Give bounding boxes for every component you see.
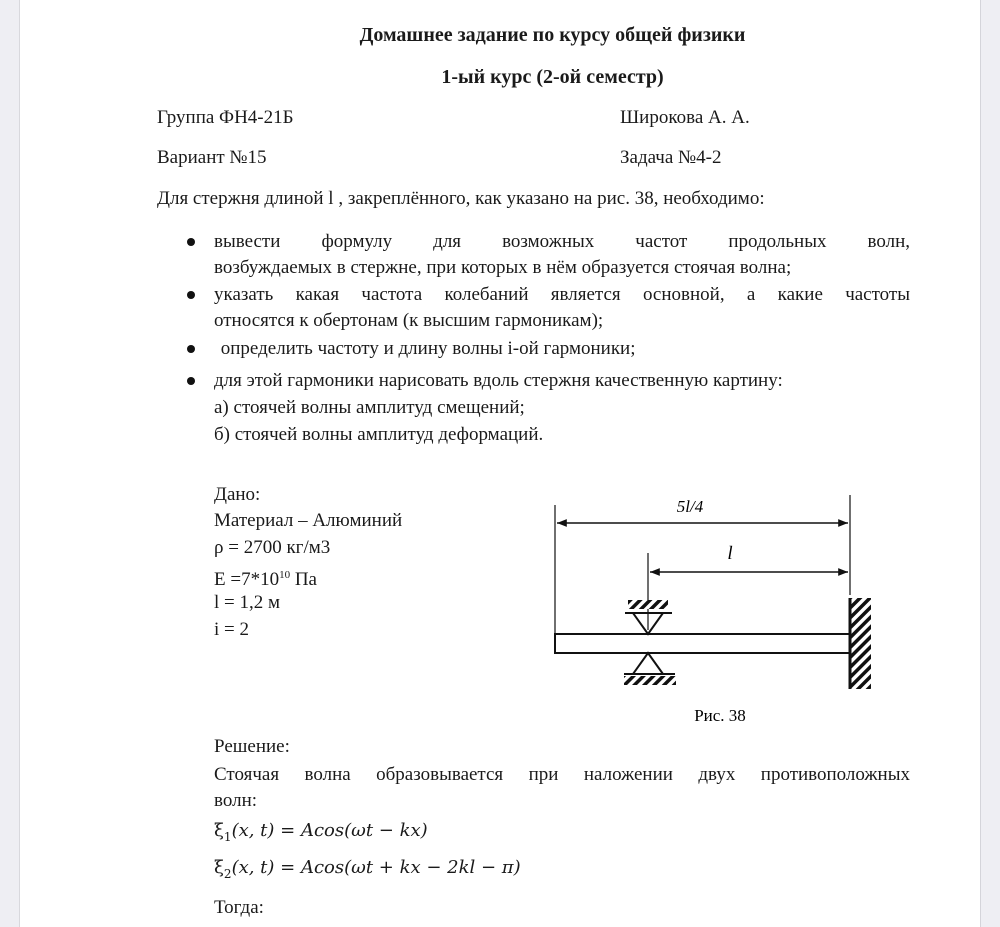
viewer-right-margin bbox=[980, 0, 1000, 927]
bullet-2-line-2: относятся к обертонам (к высшим гармоникам); bbox=[214, 310, 604, 331]
fixed-wall bbox=[850, 598, 871, 689]
viewer-left-margin bbox=[0, 0, 20, 927]
bullet-icon bbox=[187, 377, 195, 385]
bullet-1-line-1: вывести формулу для возможных частот продольных волн, bbox=[214, 231, 910, 252]
eq1-symbol: ξ bbox=[214, 820, 224, 841]
dimension-label-total: 5l/4 bbox=[676, 497, 704, 516]
bullet-4-line-1: для этой гармоники нарисовать вдоль стержня качественную картину: bbox=[214, 370, 783, 391]
bullet-1-line-2: возбуждаемых в стержне, при которых в нём образуется стоячая волна; bbox=[214, 257, 792, 278]
bullet-4-line-2: а) стоячей волны амплитуд смещений; bbox=[214, 397, 525, 418]
equation-wave-1 bbox=[214, 820, 428, 848]
bullet-icon bbox=[187, 291, 195, 299]
bullet-2-line-1: указать какая частота колебаний является основной, а какие частоты bbox=[214, 284, 910, 305]
eq1-args: (x, t) bbox=[231, 820, 275, 841]
bullet-icon bbox=[187, 238, 195, 246]
given-modulus-exponent: 10 bbox=[279, 569, 291, 581]
lower-hinge-support bbox=[624, 653, 676, 685]
given-heading: Дано: bbox=[214, 484, 261, 505]
eq1-equals: = bbox=[274, 820, 301, 841]
given-length: l = 1,2 м bbox=[214, 592, 281, 613]
document-title: Домашнее задание по курсу общей физики bbox=[359, 24, 746, 46]
figure-38-rod-diagram bbox=[540, 480, 900, 730]
figure-caption: Рис. 38 bbox=[694, 706, 746, 725]
eq2-equals: = bbox=[274, 857, 301, 878]
eq1-body: (ωt − kx) bbox=[344, 820, 428, 841]
bullet-4-line-3: б) стоячей волны амплитуд деформаций. bbox=[214, 424, 544, 445]
bullet-icon bbox=[187, 345, 195, 353]
eq2-subscript: 2 bbox=[223, 867, 232, 881]
eq1-function: Acos bbox=[300, 820, 345, 841]
eq2-symbol: ξ bbox=[214, 857, 224, 878]
eq2-body: (ωt + kx − 2kl − π) bbox=[344, 857, 521, 878]
variant-label: Вариант №15 bbox=[157, 147, 267, 168]
solution-heading: Решение: bbox=[214, 736, 290, 757]
given-modulus-unit: Па bbox=[290, 569, 317, 590]
given-modulus bbox=[214, 564, 317, 591]
group-label: Группа ФН4-21Б bbox=[157, 107, 294, 128]
task-label: Задача №4-2 bbox=[620, 147, 722, 168]
given-density: ρ = 2700 кг/м3 bbox=[214, 537, 331, 558]
solution-text-line-1: Стоячая волна образовывается при наложении двух противоположных bbox=[214, 764, 910, 785]
eq1-subscript: 1 bbox=[223, 830, 232, 844]
eq2-function: Acos bbox=[300, 857, 345, 878]
rod bbox=[555, 634, 850, 653]
given-modulus-base: E =7*10 bbox=[214, 569, 280, 590]
given-harmonic: i = 2 bbox=[214, 619, 249, 640]
task-intro: Для стержня длиной l , закреплённого, как указано на рис. 38, необходимо: bbox=[157, 188, 765, 209]
solution-then: Тогда: bbox=[214, 897, 264, 918]
equation-wave-2 bbox=[214, 857, 521, 885]
document-page bbox=[20, 0, 980, 927]
dimension-label-l: l bbox=[727, 543, 733, 564]
solution-text-line-2: волн: bbox=[214, 790, 258, 811]
given-material: Материал – Алюминий bbox=[214, 510, 403, 531]
bullet-3-line-1: определить частоту и длину волны i-ой гармоники; bbox=[216, 338, 636, 359]
document-subtitle: 1-ый курс (2-ой семестр) bbox=[441, 66, 664, 88]
author-name: Широкова А. А. bbox=[620, 107, 750, 128]
eq2-args: (x, t) bbox=[231, 857, 275, 878]
